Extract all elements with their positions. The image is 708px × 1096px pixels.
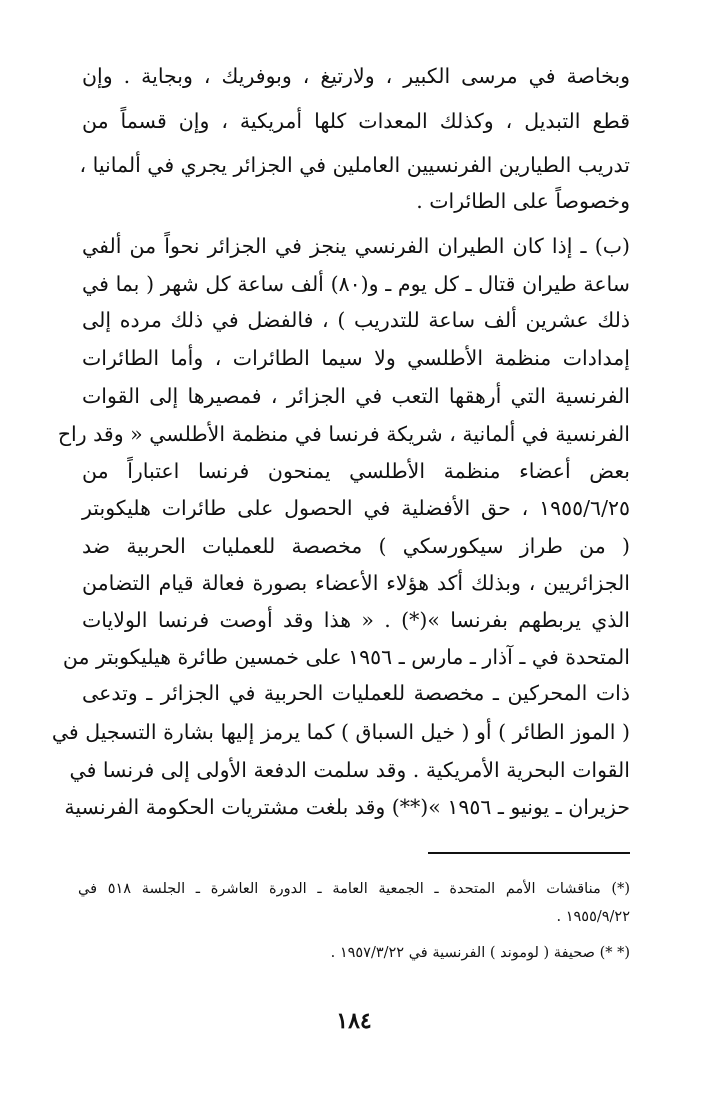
body-line: وخصوصاً على الطائرات . (416, 189, 630, 213)
footnote: ١٩٥٥/٩/٢٢ . (556, 909, 630, 925)
body-line: ( الموز الطائر ) أو ( خيل السباق ) كما يرمز إليها بشارة التسجيل في (51, 720, 630, 744)
body-line: ساعة طيران قتال ـ كل يوم ـ و(٨٠) ألف ساعة كل شهر ( بما في (82, 272, 630, 296)
body-line: قطع التبديل ، وكذلك المعدات كلها أمريكية ، وإن قسماً من (82, 109, 630, 133)
body-line: بعض أعضاء منظمة الأطلسي يمنحون فرنسا اعتباراً من (82, 459, 630, 483)
body-line: حزيران ـ يونيو ـ ١٩٥٦ »(**) وقد بلغت مشتريات الحكومة الفرنسية (64, 795, 630, 819)
body-line: (ب) ـ إذا كان الطيران الفرنسي ينجز في الجزائر نحواً من ألفي (82, 234, 630, 258)
body-line: المتحدة في ـ آذار ـ مارس ـ ١٩٥٦ على خمسين طائرة هيليكوبتر من (62, 645, 630, 669)
body-line: الفرنسية التي أرهقها التعب في الجزائر ، فمصيرها إلى القوات (82, 384, 630, 408)
body-line: القوات البحرية الأمريكية . وقد سلمت الدفعة الأولى إلى فرنسا في (69, 758, 630, 782)
body-line: تدريب الطيارين الفرنسيين العاملين في الجزائر يجري في ألمانيا ، (79, 153, 630, 177)
body-line: إمدادات منظمة الأطلسي ولا سيما الطائرات ، وأما الطائرات (82, 346, 630, 370)
footnote-separator (428, 852, 630, 854)
body-line: ١٩٥٥/٦/٢٥ ، حق الأفضلية في الحصول على طائرات هليكوبتر (82, 496, 630, 520)
footnote: (*) مناقشات الأمم المتحدة ـ الجمعية العامة ـ الدورة العاشرة ـ الجلسة ٥١٨ في (78, 881, 630, 897)
body-line: ذات المحركين ـ مخصصة للعمليات الحربية في الجزائر ـ وتدعى (82, 681, 630, 705)
footnote: (* *) صحيفة ( لوموند ) الفرنسية في ١٩٥٧/٣/٢٢ . (330, 945, 630, 961)
body-line: الجزائريين ، وبذلك أكد هؤلاء الأعضاء بصورة فعالة قيام التضامن (82, 571, 630, 595)
body-line: وبخاصة في مرسى الكبير ، ولارتيغ ، وبوفريك ، وبجاية . وإن (82, 64, 630, 88)
page-number: ١٨٤ (336, 1008, 372, 1034)
body-line: الذي يربطهم بفرنسا »(*) . « هذا وقد أوصت فرنسا الولايات (82, 608, 630, 632)
body-line: ( من طراز سيكورسكي ) مخصصة للعمليات الحربية ضد (82, 534, 630, 558)
body-line: ذلك عشرين ألف ساعة للتدريب ) ، فالفضل في ذلك مرده إلى (82, 308, 630, 332)
body-line: الفرنسية في ألمانية ، شريكة فرنسا في منظمة الأطلسي « وقد راح (57, 422, 630, 446)
